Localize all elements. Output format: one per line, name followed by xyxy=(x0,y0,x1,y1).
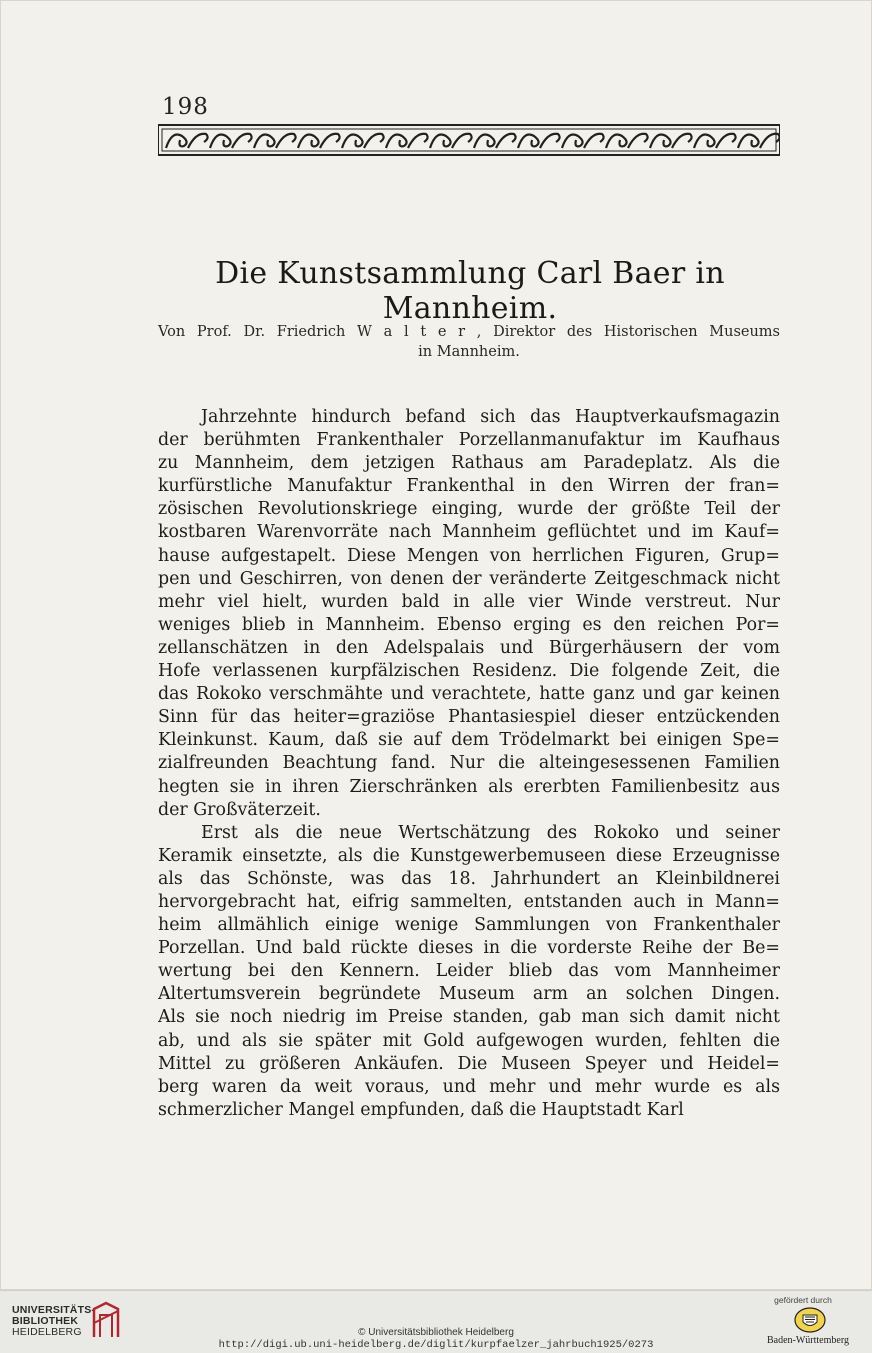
text-line: Mittel zu größeren Ankäufen. Die Museen Speyer und Heidel= xyxy=(158,1053,780,1074)
page-number: 198 xyxy=(162,94,209,120)
ornament-scroll xyxy=(166,134,208,148)
article-body xyxy=(158,406,780,1122)
text-line: Porzellan. Und bald rückte dieses in die vorderste Reihe der Be= xyxy=(158,938,780,959)
ornament-scroll xyxy=(386,134,428,148)
text-line: Keramik einsetzte, als die Kunstgewerbemuseen diese Erzeugnisse xyxy=(158,845,780,866)
text-line: hervorgebracht hat, eifrig sammelten, entstanden auch in Mann= xyxy=(158,891,780,912)
byline-line-1: Von Prof. Dr. Friedrich W a l t e r , Direktor des Historischen Museums xyxy=(158,324,780,340)
library-name-line-3: HEIDELBERG xyxy=(12,1326,82,1338)
text-line: zialfreunden Beachtung fand. Nur die alteingesessenen Familien xyxy=(158,753,780,774)
footer-bar xyxy=(0,1290,872,1353)
ornament-scroll xyxy=(694,134,736,148)
text-line: der Großväterzeit. xyxy=(158,799,321,820)
ornament-scroll xyxy=(738,134,780,148)
text-line: zellanschätzen in den Adelspalais und Bürgerhäusern der vom xyxy=(158,637,780,658)
text-line: als das Schönste, was das 18. Jahrhundert an Kleinbildnerei xyxy=(158,868,780,889)
text-line: Sinn für das heiter=graziöse Phantasiespiel dieser entzückenden xyxy=(158,707,780,728)
ornament-scroll xyxy=(342,134,384,148)
text-line: zu Mannheim, dem jetzigen Rathaus am Paradeplatz. Als die xyxy=(158,453,780,474)
text-line: ab, und als sie später mit Gold aufgewogen wurden, fehlten die xyxy=(158,1030,780,1051)
text-line: kurfürstliche Manufaktur Frankenthal in den Wirren der fran= xyxy=(158,476,780,497)
text-line: weniges blieb in Mannheim. Ebenso erging es den reichen Por= xyxy=(158,614,780,635)
author-byline xyxy=(158,322,780,362)
text-line: Erst als die neue Wertschätzung des Rokoko und seiner xyxy=(201,822,780,843)
article-title: Die Kunstsammlung Carl Baer in Mannheim. xyxy=(215,256,725,326)
library-name-line-1: UNIVERSITÄTS- xyxy=(12,1304,96,1316)
text-line: Kleinkunst. Kaum, daß sie auf dem Trödelmarkt bei einigen Spe= xyxy=(158,730,780,751)
ornament-scroll xyxy=(562,134,604,148)
ornament-scroll xyxy=(298,134,340,148)
copyright-notice: © Universitätsbibliothek Heidelberg xyxy=(358,1327,514,1338)
baden-wuerttemberg-crest-icon xyxy=(792,1307,828,1333)
ornament-scroll xyxy=(210,134,252,148)
text-line: hegten sie in ihren Zierschränken als ererbten Familienbesitz aus xyxy=(158,776,780,797)
ornament-scroll xyxy=(606,134,648,148)
text-line: zösischen Revolutionskriege einging, wurde der größte Teil der xyxy=(158,499,780,520)
text-line: Jahrzehnte hindurch befand sich das Hauptverkaufsmagazin xyxy=(201,407,780,427)
decorative-border-ornament xyxy=(158,124,780,156)
text-line: kostbaren Warenvorräte nach Mannheim geflüchtet und im Kauf= xyxy=(158,522,780,543)
byline-line-2: in Mannheim. xyxy=(418,344,520,360)
library-name-line-2: BIBLIOTHEK xyxy=(12,1315,79,1327)
text-line: wertung bei den Kennern. Leider blieb das vom Mannheimer xyxy=(158,961,780,982)
text-line: heim allmählich einige wenige Sammlungen von Frankenthaler xyxy=(158,915,780,936)
text-line: schmerzlicher Mangel empfunden, daß die Hauptstadt Karl xyxy=(158,1099,684,1120)
text-line: der berühmten Frankenthaler Porzellanmanufaktur im Kaufhaus xyxy=(158,430,780,451)
permalink-url[interactable]: http://digi.ub.uni-heidelberg.de/diglit/kurpfaelzer_jahrbuch1925/0273 xyxy=(218,1339,654,1351)
text-line: pen und Geschirren, von denen der veränderte Zeitgeschmack nicht xyxy=(158,568,780,589)
ornament-scroll xyxy=(650,134,692,148)
text-line: mehr viel hielt, wurden bald in alle vier Winde verstreut. Nur xyxy=(158,591,780,612)
sponsor-name: Baden-Württemberg xyxy=(766,1335,849,1346)
text-line: berg waren da weit voraus, und mehr und mehr wurde es als xyxy=(158,1076,780,1097)
text-line: Hofe verlassenen kurpfälzischen Residenz. Die folgende Zeit, die xyxy=(158,661,780,682)
text-line: Altertumsverein begründete Museum arm an solchen Dingen. xyxy=(158,984,780,1005)
text-line: das Rokoko verschmähte und verachtete, hatte ganz und gar keinen xyxy=(158,684,780,705)
ornament-scroll xyxy=(518,134,560,148)
ornament-scroll xyxy=(474,134,516,148)
ornament-scroll xyxy=(254,134,296,148)
text-line: Als sie noch niedrig im Preise standen, gab man sich damit nicht xyxy=(158,1007,780,1028)
text-line: hause aufgestapelt. Diese Mengen von herrlichen Figuren, Grup= xyxy=(158,545,780,566)
ornament-scroll xyxy=(430,134,472,148)
sponsor-label: gefördert durch xyxy=(774,1295,832,1305)
